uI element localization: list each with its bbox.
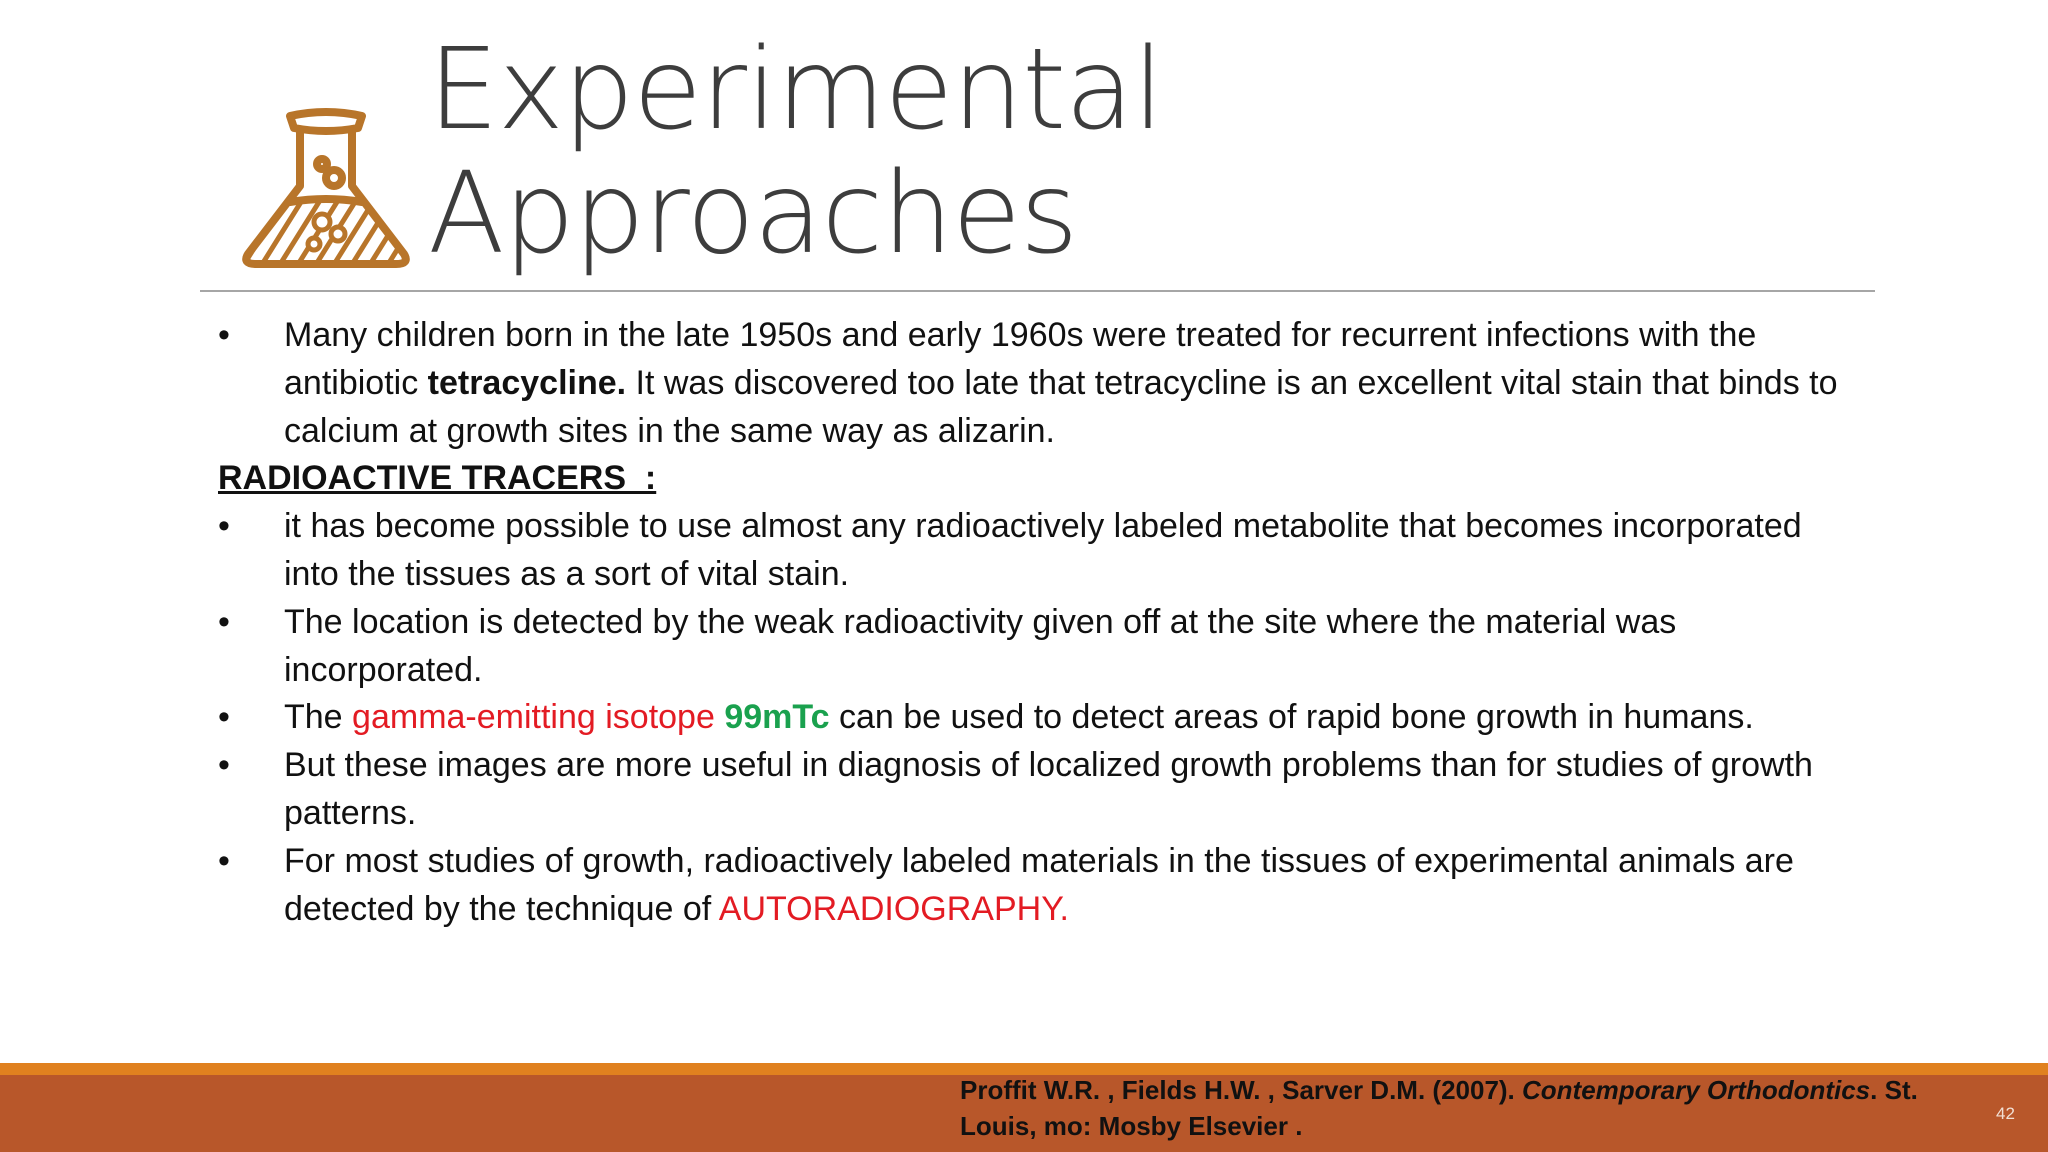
bullet-marker: • [218, 316, 230, 354]
citation-authors: Proffit W.R. , Fields H.W. , Sarver D.M. (2007). [960, 1075, 1523, 1105]
flask-icon [238, 104, 414, 270]
bullet-gamma-isotope [218, 694, 1838, 742]
slide-number: 42 [1996, 1104, 2015, 1123]
title-line-2: Approaches [428, 149, 1078, 279]
bullet-marker: • [218, 507, 230, 546]
title-line-1: Experimental [428, 25, 1163, 155]
bullet-marker: • [218, 698, 230, 737]
highlight-autoradiography: AUTORADIOGRAPHY. [718, 889, 1069, 928]
bullet-text: It was discovered too late that tetracycline is an excellent vital stain that binds to calcium at growth sites in the same way as alizarin. [284, 363, 1838, 450]
slide-body [218, 312, 1838, 933]
bullet-marker: • [218, 746, 230, 785]
reference-citation [960, 1072, 1960, 1144]
highlight-gamma-isotope: gamma-emitting isotope [352, 698, 715, 737]
bullet-text: can be used to detect areas of rapid bone growth in humans. [829, 698, 1754, 737]
section-heading-radioactive-tracers: RADIOACTIVE TRACERS : [218, 459, 657, 498]
bold-term: tetracycline. [427, 363, 627, 402]
bullet-text: Many children born in the late 1950s and early 1960s were treated for recurrent infections with the antibiotic [284, 316, 1757, 402]
bullet-marker: • [218, 841, 230, 880]
bullet-text: it has become possible to use almost any radioactively labeled metabolite that becomes incorporated into the tissues as a sort of vital stain. [284, 507, 1802, 593]
bullet-labeled-metabolite [218, 503, 1838, 599]
bullet-text: But these images are more useful in diagnosis of localized growth problems than for studies of growth patterns. [284, 746, 1813, 832]
citation-book-title: Contemporary Orthodontics [1522, 1075, 1871, 1105]
bullet-autoradiography [218, 838, 1838, 934]
bullet-text: The location is detected by the weak radioactivity given off at the site where the material was incorporated. [284, 602, 1677, 689]
highlight-99mtc: 99mTc [724, 698, 830, 737]
bullet-diagnosis [218, 742, 1838, 838]
slide-title [428, 25, 1163, 279]
bullet-text: The [284, 698, 353, 737]
bullet-text [715, 698, 724, 736]
bullet-text: For most studies of growth, radioactively labeled materials in the tissues of experimental animals are detected by the technique of [284, 841, 1794, 928]
title-divider [200, 290, 1875, 292]
bullet-tetracycline [218, 312, 1838, 455]
bullet-location-detection [218, 599, 1838, 695]
citation-publisher: . St. Louis, mo: Mosby Elsevier . [960, 1075, 1918, 1141]
bullet-marker: • [218, 602, 230, 641]
